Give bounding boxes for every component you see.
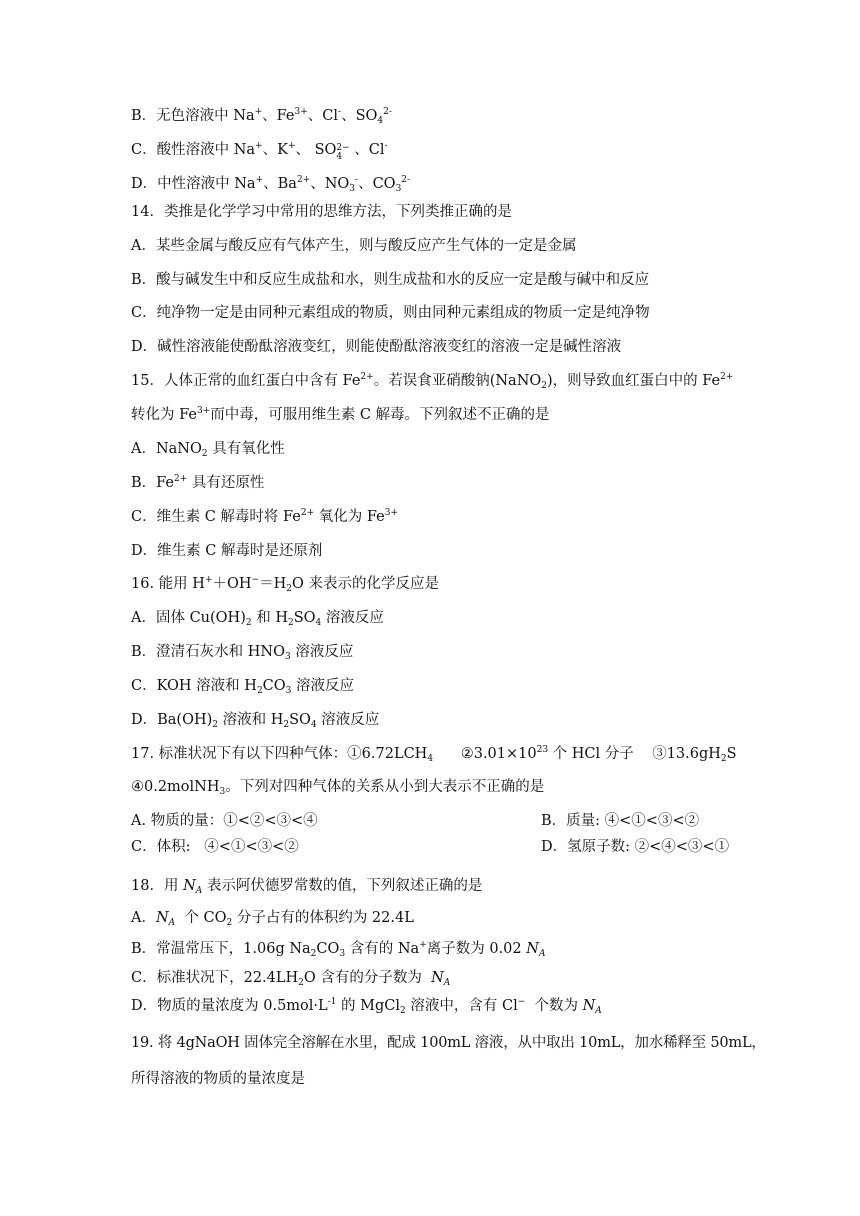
q18-stem: 18．用 $N_A$ 表示阿伏德罗常数的值，下列叙述正确的是	[131, 878, 483, 896]
q18-option-d: D．物质的量浓度为 $0.5mol\cdot L^{-1}$ 的 MgCl$_2$ 溶液中，含有 Cl− 个数为 $N_A$	[131, 997, 602, 1016]
q16-stem: 16. 能用 $H^++OH^-=H_2O$ 来表示的化学反应是	[131, 575, 439, 594]
q19-stem-line1: 19. 将 4gNaOH 固体完全溶解在水里，配成 100mL 溶液，从中取出 10mL，加水稀释至 50mL，	[131, 1035, 766, 1051]
q14-option-a: A．某些金属与酸反应有气体产生，则与酸反应产生气体的一定是金属	[131, 238, 577, 254]
q14-option-c: C．纯净物一定是由同种元素组成的物质，则由同种元素组成的物质一定是纯净物	[131, 305, 650, 321]
q15-stem-line2: 转化为 $Fe^{3+}$而中毒，可服用维生素 C 解毒。下列叙述不正确的是	[131, 406, 550, 423]
q19-stem-line2: 所得溶液的物质的量浓度是	[131, 1071, 305, 1087]
q15-option-b: B．$Fe^{2+}$ 具有还原性	[131, 474, 265, 491]
q13-option-c: C．酸性溶液中 Na+、K+、 SO 2− 4 、Cl-	[131, 141, 388, 162]
q15-option-d: D．维生素 C 解毒时是还原剂	[131, 543, 323, 559]
q18-option-a: A．$N_A$ 个 $CO_2$ 分子占有的体积约为 22.4L	[131, 910, 414, 928]
q18-option-c: C．标准状况下，$22.4LH_2O$ 含有的分子数为 $N_A$	[131, 970, 451, 988]
q15-option-a: A．NaNO$_2$ 具有氧化性	[131, 441, 285, 459]
q17-options-row1	[131, 811, 700, 831]
q16-option-d: D．$Ba(OH)_2$ 溶液和 $H_2SO_4$ 溶液反应	[131, 712, 380, 730]
q17-option-d: D．氢原子数: ②<④<③<①	[541, 839, 730, 855]
q17-stem-line2: ④0.2molNH$_3$。下列对四种气体的关系从小到大表示不正确的是	[131, 779, 545, 797]
q17-stem-line1: 17. 标准状况下有以下四种气体：$①6.72LCH_4$ $②3.01\times 10^{23}$ 个 HCl 分子 $③13.6gH_2S$	[131, 745, 737, 764]
q14-option-b: B．酸与碱发生中和反应生成盐和水，则生成盐和水的反应一定是酸与碱中和反应	[131, 272, 650, 288]
q18-option-b: B．常温常压下，1.06g $Na_2CO_3$ 含有的 Na+离子数为 0.02 $N_A$	[131, 940, 546, 959]
q17-option-b: B．质量: ④<①<③<②	[541, 813, 700, 829]
q17-options-row2	[131, 837, 730, 857]
q16-option-a: A．固体 $Cu(OH)_2$ 和 $H_2SO_4$ 溶液反应	[131, 610, 384, 628]
q13-option-b: B．无色溶液中 Na+、$Fe^{3+}$、Cl-、$SO_4^{2-}$	[131, 107, 392, 126]
q17-option-a: A. 物质的量：①<②<③<④	[131, 813, 318, 829]
q15-stem-line1: 15．人体正常的血红蛋白中含有 $Fe^{2+}$。若误食亚硝酸钠(NaNO$_2$)，则导致血红蛋白中的 $Fe^{2+}$	[131, 372, 734, 391]
q14-option-d: D．碱性溶液能使酚酞溶液变红，则能使酚酞溶液变红的溶液一定是碱性溶液	[131, 339, 622, 355]
q13-option-d: D．中性溶液中 Na+、$Ba^{2+}$、$NO_3^-$、$CO_3^{2-}$	[131, 175, 411, 194]
q14-stem: 14．类推是化学学习中常用的思维方法，下列类推正确的是	[131, 204, 512, 220]
q17-option-c: C．体积: ④<①<③<②	[131, 839, 299, 855]
q16-option-b: B．澄清石灰水和 $HNO_3$ 溶液反应	[131, 644, 354, 662]
q15-option-c: C．维生素 C 解毒时将 $Fe^{2+}$ 氧化为 $Fe^{3+}$	[131, 508, 399, 525]
q16-option-c: C．KOH 溶液和 $H_2CO_3$ 溶液反应	[131, 678, 354, 696]
